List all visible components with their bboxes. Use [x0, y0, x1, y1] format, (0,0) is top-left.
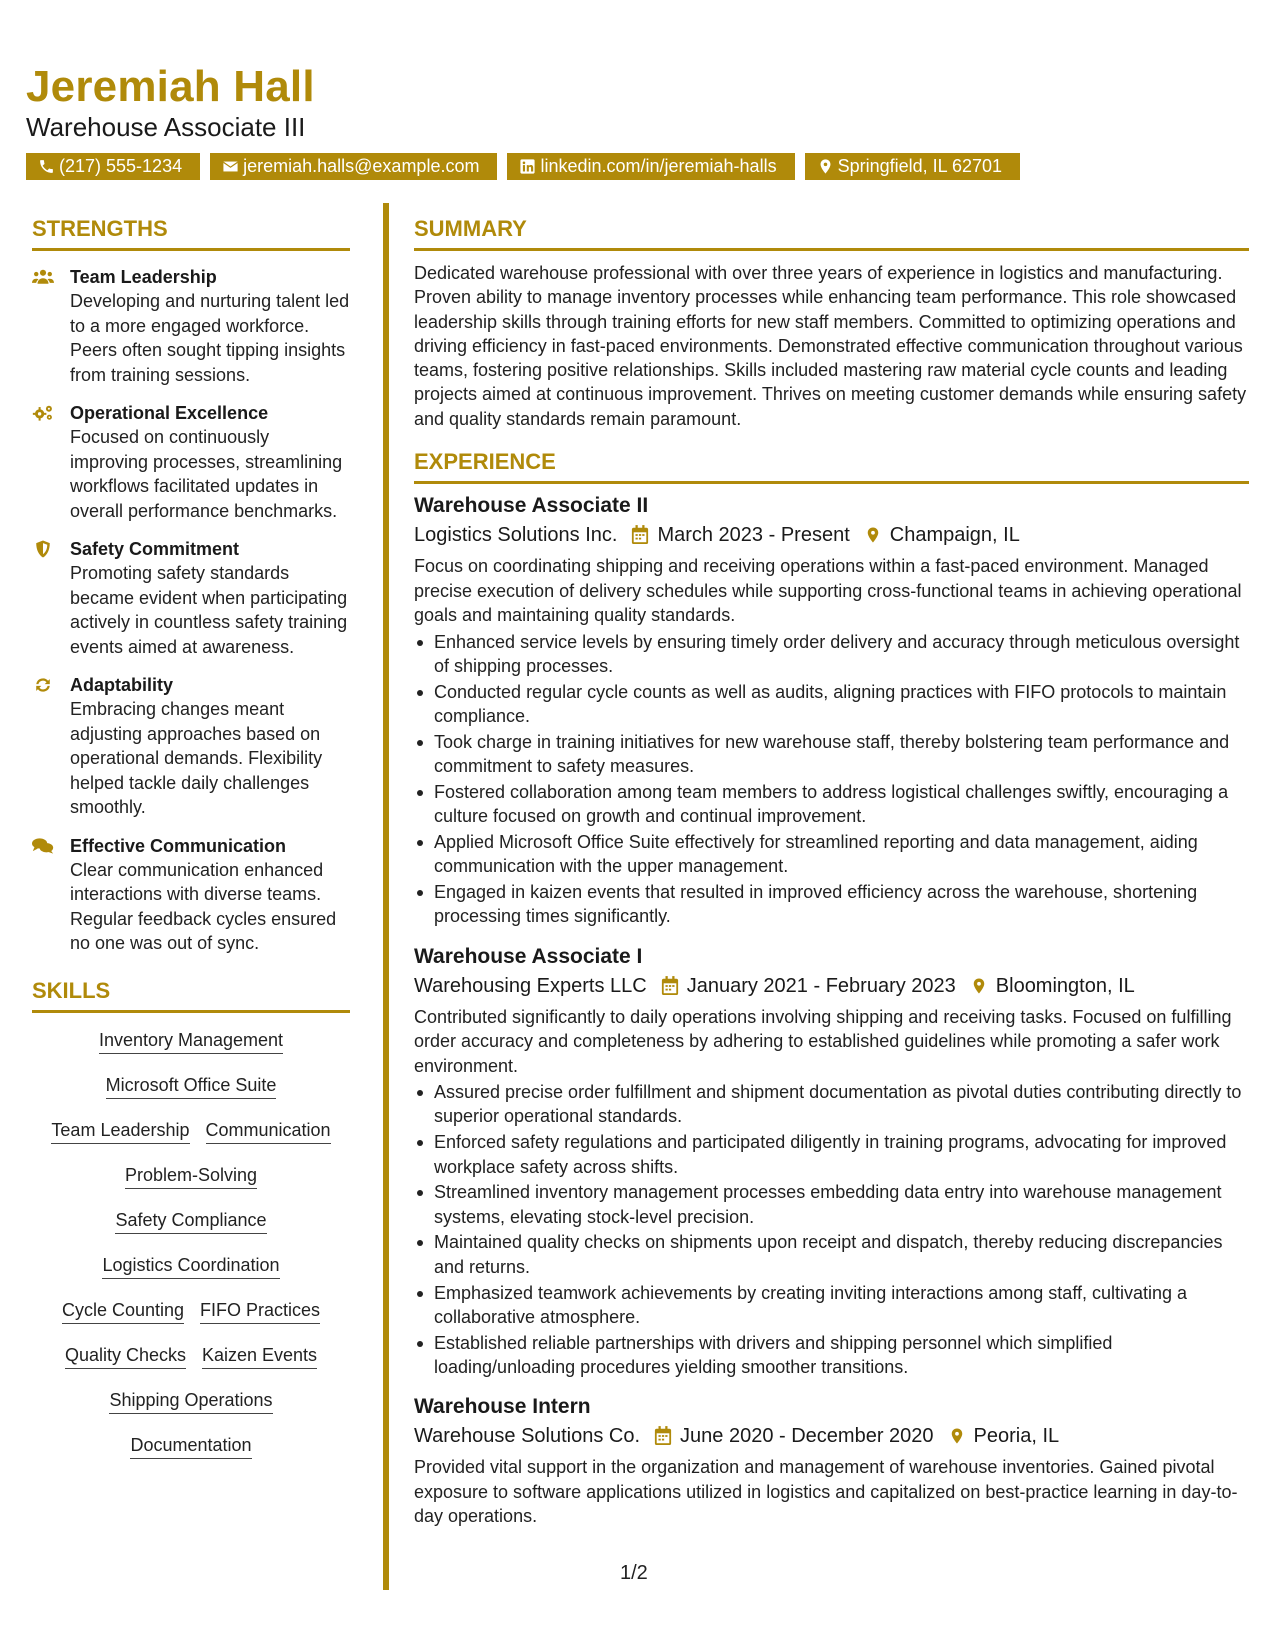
- candidate-role: Warehouse Associate III: [26, 112, 306, 142]
- left-column: [32, 216, 350, 1477]
- map-marker-icon: [948, 1426, 966, 1446]
- strength-item: [32, 537, 350, 659]
- bullet-item: Conducted regular cycle counts as well as audits, aligning practices with FIFO protocols to maintain compliance.: [414, 680, 1249, 729]
- job-bullets: [414, 1080, 1249, 1379]
- calendar-icon: [654, 1426, 672, 1446]
- experience-heading: EXPERIENCE: [414, 449, 1249, 484]
- bullet-item: Took charge in training initiatives for new warehouse staff, thereby bolstering team performance and commitment to safety measures.: [414, 730, 1249, 779]
- skill-tag: Safety Compliance: [115, 1207, 266, 1234]
- skills-list: [32, 1027, 350, 1477]
- job-meta: [414, 971, 1249, 1001]
- job-description: Focus on coordinating shipping and receiving operations within a fast-paced environment. Managed precise execution of delivery schedules while supporting cross-functional teams in achieving operational goals and maintaining quality standards.: [414, 556, 1242, 626]
- job-company: Warehouse Solutions Co.: [414, 1425, 641, 1448]
- contact-location: [805, 153, 1020, 180]
- strength-desc: Clear communication enhanced interactions with diverse teams. Regular feedback cycles ensured no one was out of sync.: [70, 859, 337, 953]
- job-company: Warehousing Experts LLC: [414, 974, 647, 997]
- bullet-item: Maintained quality checks on shipments upon receipt and dispatch, thereby reducing discrepancies and returns.: [414, 1230, 1249, 1279]
- bullet-item: Fostered collaboration among team members to address logistical challenges swiftly, encouraging a culture focused on growth and continual improvement.: [414, 780, 1249, 829]
- bullet-item: Enforced safety regulations and participated diligently in training programs, advocating for improved workplace safety across shifts.: [414, 1130, 1249, 1179]
- job-entry: [414, 492, 1249, 929]
- skill-tag: FIFO Practices: [200, 1297, 320, 1324]
- candidate-name: Jeremiah Hall: [26, 62, 315, 111]
- strength-desc: Focused on continuously improving processes, streamlining workflows facilitated updates in overall performance benchmarks.: [70, 427, 343, 521]
- skill-tag: Cycle Counting: [62, 1297, 184, 1324]
- bullet-item: Emphasized teamwork achievements by creating inviting interactions among staff, cultivating a collaborative atmosphere.: [414, 1281, 1249, 1330]
- email-text: jeremiah.halls@example.com: [243, 156, 480, 176]
- bullet-item: Engaged in kaizen events that resulted in improved efficiency across the warehouse, shortening processing times significantly.: [414, 880, 1249, 929]
- job-title: Warehouse Associate II: [414, 494, 649, 518]
- skills-heading: SKILLS: [32, 978, 350, 1013]
- page-number: 1/2: [620, 1562, 648, 1584]
- phone-text: (217) 555-1234: [59, 156, 183, 176]
- column-divider: [383, 203, 389, 1590]
- summary-text: Dedicated warehouse professional with over three years of experience in logistics and manufacturing. Proven ability to manage inventory processes while enhancing team performance. This role showcased leadership skills through training efforts for new staff members. Committed to optimizing operations and driving efficiency in fast-paced environments. Demonstrated effective communication throughout various teams, fostering positive relationships. Skills included mastering raw material cycle counts and leading projects aimed at continuous improvement. Thrives on meeting customer demands while ensuring safety and quality standards remain paramount.: [414, 263, 1247, 429]
- calendar-icon: [631, 525, 649, 545]
- contact-linkedin[interactable]: [507, 153, 794, 180]
- skill-tag: Team Leadership: [51, 1117, 189, 1144]
- map-marker-icon: [864, 525, 882, 545]
- calendar-icon: [661, 976, 679, 996]
- strength-desc: Embracing changes meant adjusting approaches based on operational demands. Flexibility helped tackle daily challenges smoothly.: [70, 699, 323, 817]
- job-location: Champaign, IL: [889, 524, 1020, 547]
- contact-phone[interactable]: [26, 153, 200, 180]
- map-marker-icon: [817, 158, 834, 175]
- comments-icon: [32, 837, 54, 855]
- strength-item: [32, 401, 350, 523]
- job-dates: January 2021 - February 2023: [686, 974, 956, 997]
- job-location: Peoria, IL: [973, 1425, 1060, 1448]
- strength-title: Operational Excellence: [70, 403, 269, 423]
- strength-item: [32, 673, 350, 820]
- strength-title: Effective Communication: [70, 835, 287, 856]
- summary-heading: SUMMARY: [414, 216, 1249, 251]
- job-bullets: [414, 630, 1249, 929]
- strength-desc: Promoting safety standards became evident when participating actively in countless safety training events aimed at awareness.: [70, 563, 348, 657]
- strengths-list: [32, 265, 350, 956]
- strength-title: Adaptability: [70, 675, 174, 695]
- strength-item: [32, 265, 350, 387]
- phone-icon: [38, 158, 55, 175]
- bullet-item: Established reliable partnerships with drivers and shipping personnel which simplified loading/unloading procedures yielding smoother transitions.: [414, 1331, 1249, 1380]
- strength-title: Safety Commitment: [70, 539, 240, 559]
- map-marker-icon: [970, 976, 988, 996]
- job-location: Bloomington, IL: [995, 974, 1135, 997]
- shield-icon: [32, 540, 54, 558]
- contact-bar: [26, 153, 1020, 180]
- bullet-item: Assured precise order fulfillment and shipment documentation as pivotal duties contributing directly to superior operational standards.: [414, 1080, 1249, 1129]
- contact-email[interactable]: [210, 153, 497, 180]
- skill-tag: Communication: [206, 1117, 331, 1144]
- skill-tag: Documentation: [130, 1432, 251, 1459]
- job-meta: [414, 520, 1249, 550]
- skill-tag: Microsoft Office Suite: [106, 1072, 277, 1099]
- bullet-item: Streamlined inventory management processes embedding data entry into warehouse management systems, elevating stock-level precision.: [414, 1180, 1249, 1229]
- skill-tag: Problem-Solving: [125, 1162, 257, 1189]
- skill-tag: Quality Checks: [65, 1342, 186, 1369]
- skill-tag: Kaizen Events: [202, 1342, 317, 1369]
- bullet-item: Enhanced service levels by ensuring timely order delivery and accuracy through meticulous oversight of shipping processes.: [414, 630, 1249, 679]
- linkedin-icon: [519, 158, 536, 175]
- linkedin-text: linkedin.com/in/jeremiah-halls: [540, 156, 777, 176]
- job-dates: June 2020 - December 2020: [680, 1425, 934, 1448]
- job-title: Warehouse Associate I: [414, 944, 643, 968]
- job-entry: [414, 943, 1249, 1380]
- strengths-heading: STRENGTHS: [32, 216, 350, 251]
- job-title: Warehouse Intern: [414, 1395, 591, 1419]
- location-text: Springfield, IL 62701: [837, 156, 1003, 176]
- envelope-icon: [222, 158, 239, 175]
- sync-icon: [32, 676, 54, 694]
- users-icon: [32, 268, 54, 286]
- strength-title: Team Leadership: [70, 267, 217, 287]
- skill-tag: Logistics Coordination: [102, 1252, 279, 1279]
- job-entry: [414, 1393, 1249, 1529]
- strength-desc: Developing and nurturing talent led to a more engaged workforce. Peers often sought tipping insights from training sessions.: [70, 291, 350, 385]
- job-dates: March 2023 - Present: [657, 524, 850, 547]
- skill-tag: Shipping Operations: [109, 1387, 272, 1414]
- right-column: [414, 216, 1249, 1543]
- bullet-item: Applied Microsoft Office Suite effectively for streamlined reporting and data management, aiding communication with the upper management.: [414, 830, 1249, 879]
- strength-item: [32, 834, 350, 956]
- job-company: Logistics Solutions Inc.: [414, 524, 618, 547]
- skill-tag: Inventory Management: [99, 1027, 283, 1054]
- job-description: Contributed significantly to daily operations involving shipping and receiving tasks. Focused on fulfilling order accuracy and completeness by adhering to established guidelines while promoting a safer work environment.: [414, 1006, 1232, 1076]
- job-meta: [414, 1421, 1249, 1451]
- cogs-icon: [32, 404, 54, 422]
- job-description: Provided vital support in the organization and management of warehouse inventories. Gained pivotal exposure to software applications utilized in logistics and capitalized on best-practice learning in day-to-day operations.: [414, 1457, 1238, 1527]
